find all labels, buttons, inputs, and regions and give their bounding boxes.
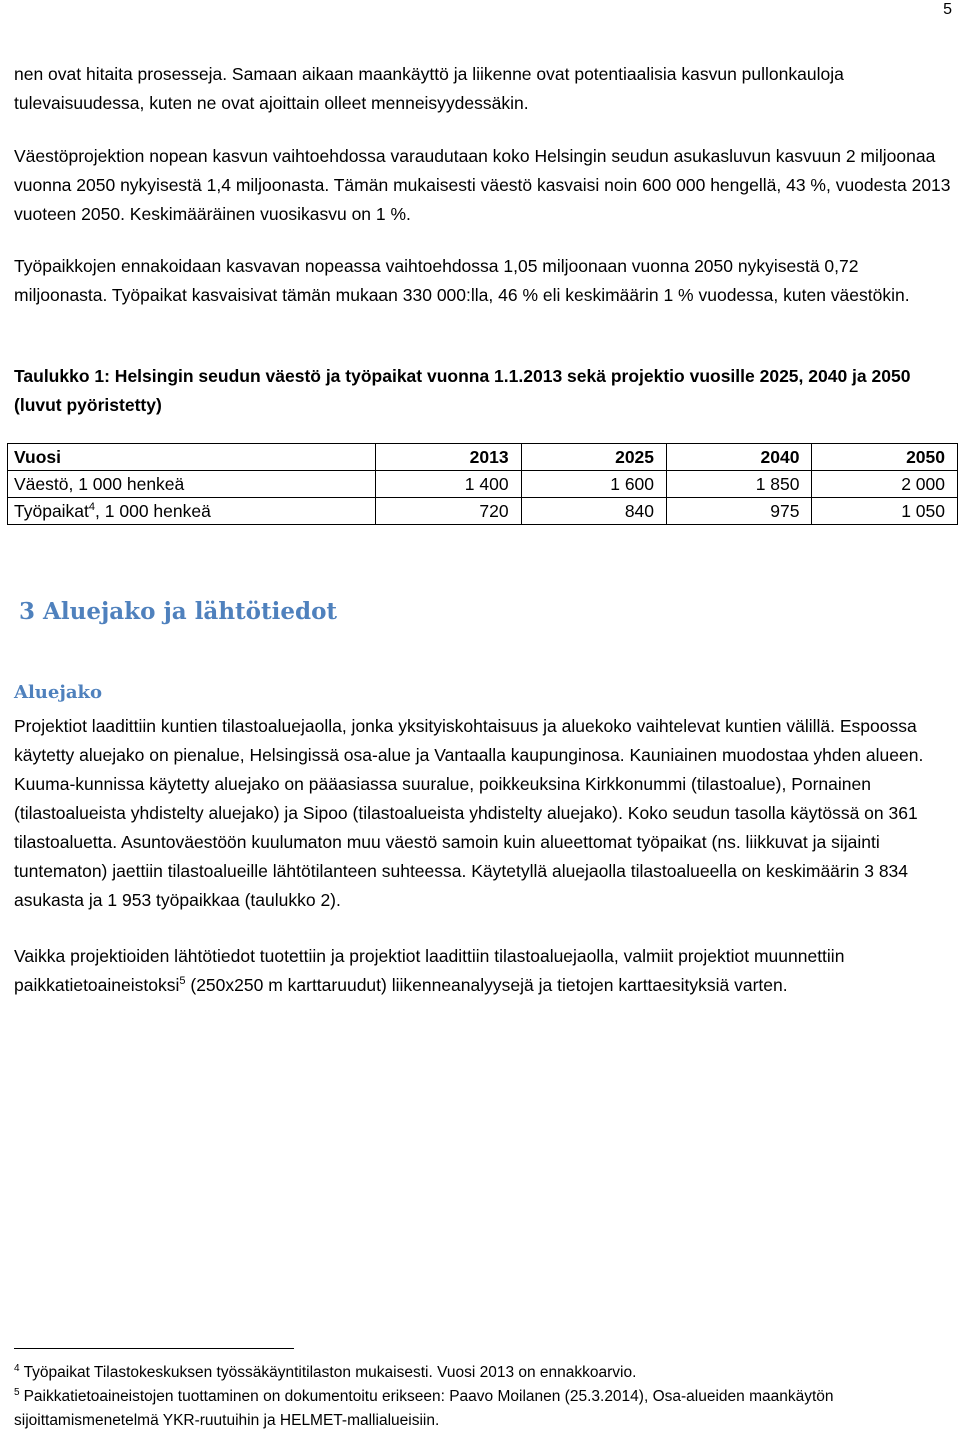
- table-row-jobs: [8, 498, 958, 525]
- row-label: Väestö, 1 000 henkeä: [8, 471, 376, 498]
- footnote-ref[interactable]: 4: [88, 501, 96, 514]
- footnote-separator: [14, 1348, 294, 1349]
- table-cell: 2 000: [812, 471, 958, 498]
- page-number: 5: [943, 1, 952, 18]
- table-cell: 1 050: [812, 498, 958, 525]
- table-cell: 1 400: [376, 471, 521, 498]
- table-header-row: [8, 444, 958, 471]
- paragraph-area-division: Projektiot laadittiin kuntien tilastoaluejaolla, jonka yksityiskohtaisuus ja aluekoko vaihtelevat kuntien välillä. Espoossa käytetty aluejako on pienalue, Helsingissä osa-alue ja Vantaalla kaupunginosa. Kauniainen muodostaa yhden alueen. Kuuma-kunnissa käytetty aluejako on pääasiassa suuralue, poikkeuksina Kirkkonummi (tilastoalue), Pornainen (tilastoalueista yhdistelty aluejako) ja Sipoo (tilastoalueista yhdistelty aluejako). Koko seudun tasolla käytössä on 361 tilastoaluetta. Asuntoväestöön kuulumaton muu väestö samoin kuin alueettomat työpaikat (ns. liikkuvat ja sijainti tuntematon) jaettiin tilastoalueille lähtötilanteen suhteessa. Käytetyllä aluejaolla tilastoalueella on keskimäärin 3 834 asukasta ja 1 953 työpaikkaa (taulukko 2).: [14, 716, 924, 910]
- table-cell: 720: [376, 498, 521, 525]
- paragraph-text: Vaikka projektioiden lähtötiedot tuotettiin ja projektiot laadittiin tilastoaluejaolla, valmiit projektiot muunnettiin paikkatietoaineistoksi: [14, 946, 845, 995]
- row-label-prefix: Työpaikat: [14, 501, 89, 521]
- header-cell: 2050: [812, 444, 958, 471]
- footnote-text: Paikkatietoaineistojen tuottaminen on dokumentoitu erikseen: Paavo Moilanen (25.3.2014), Osa-alueiden maankäytön sijoittamismenetelmä YKR-ruutuihin ja HELMET-mallialueisiin.: [14, 1388, 834, 1429]
- population-jobs-table: [7, 443, 958, 525]
- table-cell: 840: [521, 498, 666, 525]
- row-label-suffix: , 1 000 henkeä: [95, 501, 211, 521]
- footnote-mark: 5: [14, 1386, 20, 1398]
- row-label: [8, 498, 376, 525]
- paragraph-gis-conversion: [14, 942, 954, 1000]
- table-row-population: [8, 471, 958, 498]
- table-caption: Taulukko 1: Helsingin seudun väestö ja työpaikat vuonna 1.1.2013 sekä projektio vuosille 2025, 2040 ja 2050 (luvut pyöristetty): [14, 366, 911, 415]
- footnote-4: [14, 1361, 954, 1385]
- header-cell: 2040: [667, 444, 812, 471]
- table-cell: 1 600: [521, 471, 666, 498]
- header-cell: 2025: [521, 444, 666, 471]
- header-cell: Vuosi: [8, 444, 376, 471]
- footnote-text: Työpaikat Tilastokeskuksen työssäkäyntitilaston mukaisesti. Vuosi 2013 on ennakkoarvio.: [23, 1364, 637, 1381]
- section-title: 3 Aluejako ja lähtötiedot: [19, 598, 338, 625]
- footnote-mark: 4: [14, 1362, 20, 1374]
- paragraph-text: (250x250 m karttaruudut) liikenneanalyysejä ja tietojen karttaesityksiä varten.: [185, 975, 788, 995]
- footnote-ref[interactable]: 5: [179, 975, 186, 988]
- header-cell: 2013: [376, 444, 521, 471]
- paragraph-bottlenecks: nen ovat hitaita prosesseja. Samaan aikaan maankäyttö ja liikenne ovat potentiaalisia kasvun pullonkauloja tulevaisuudessa, kuten ne ovat ajoittain olleet menneisyydessäkin.: [14, 64, 844, 113]
- paragraph-jobs-projection: Työpaikkojen ennakoidaan kasvavan nopeassa vaihtoehdossa 1,05 miljoonaan vuonna 2050 nykyisestä 0,72 miljoonasta. Työpaikat kasvaisivat tämän mukaan 330 000:lla, 46 % eli keskimäärin 1 % vuodessa, kuten väestökin.: [14, 256, 910, 305]
- subsection-title: Aluejako: [14, 682, 102, 703]
- table-cell: 1 850: [667, 471, 812, 498]
- paragraph-population-projection: Väestöprojektion nopean kasvun vaihtoehdossa varaudutaan koko Helsingin seudun asukasluvun kasvuun 2 miljoonaa vuonna 2050 nykyisestä 1,4 miljoonasta. Tämän mukaisesti väestö kasvaisi noin 600 000 hengellä, 43 %, vuodesta 2013 vuoteen 2050. Keskimääräinen vuosikasvu on 1 %.: [14, 146, 951, 224]
- footnote-5: [14, 1385, 954, 1433]
- table-cell: 975: [667, 498, 812, 525]
